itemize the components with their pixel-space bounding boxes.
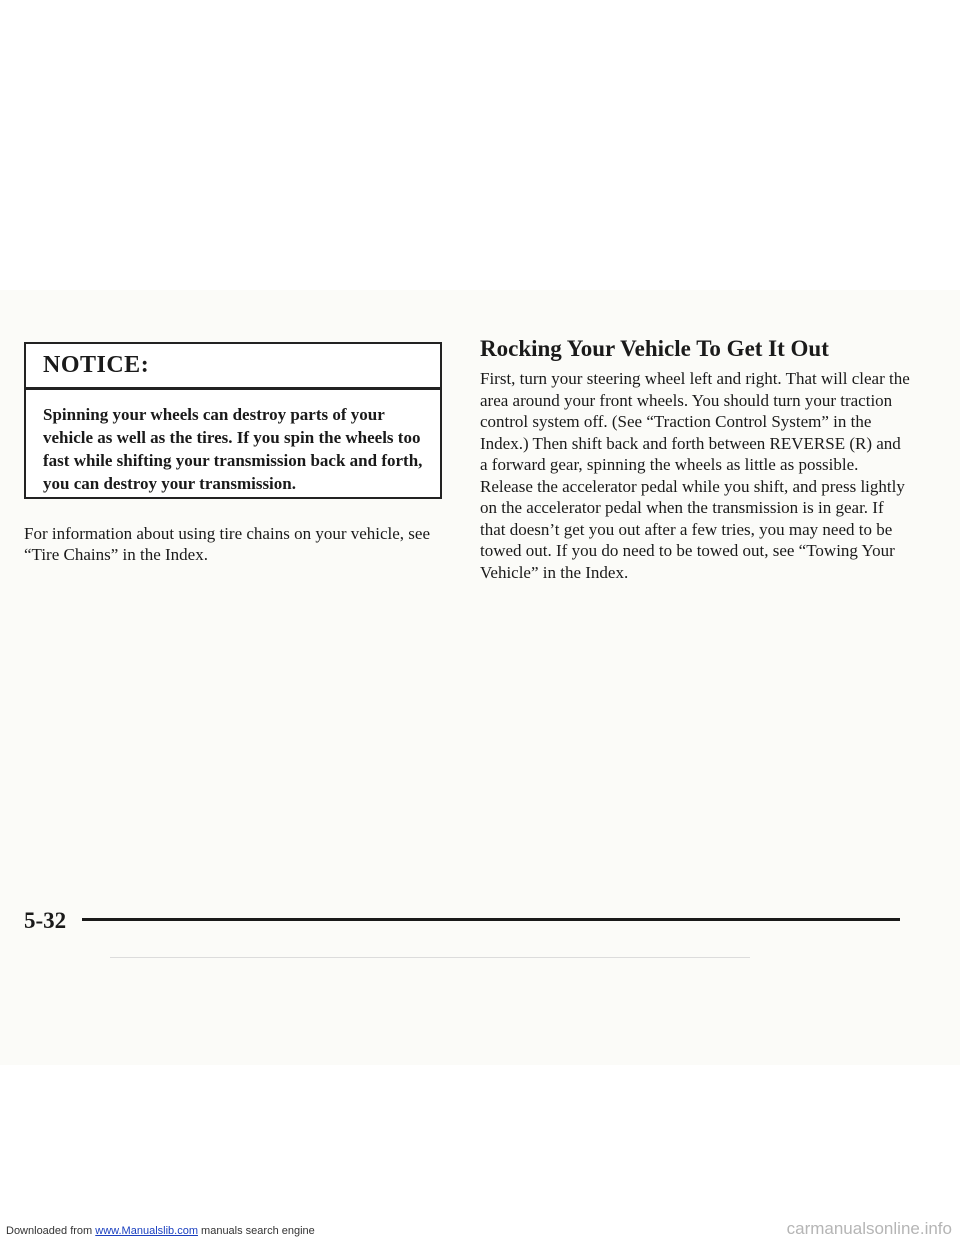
section-heading: Rocking Your Vehicle To Get It Out [480,336,829,361]
tire-chains-paragraph: For information about using tire chains on your vehicle, see “Tire Chains” in the Index. [24,524,431,564]
scan-artifact-line [110,957,750,958]
notice-box [24,342,442,499]
footer-prefix: Downloaded from [6,1225,96,1237]
download-footer [6,1225,315,1237]
notice-title: NOTICE: [26,344,440,390]
page-number: 5-32 [24,908,67,933]
footer-rule [82,918,900,921]
watermark: carmanualsonline.info [786,1219,952,1238]
notice-body: Spinning your wheels can destroy parts of your vehicle as well as the tires. If you spin the wheels too fast while shifting your transmission back and forth, you can destroy your transmission. [43,405,423,493]
manualslib-link[interactable]: www.Manualslib.com [95,1225,198,1237]
section-body: First, turn your steering wheel left and right. That will clear the area around your front wheels. You should turn your traction control system off. (See “Traction Control System” in the Index.) Then shift back and forth between REVERSE (R) and a forward gear, spinning the wheels as little as possible. Release the accelerator pedal while you shift, and press lightly on the accelerator pedal when the transmission is in gear. If that doesn’t get you out after a few tries, you may need to be towed out. If you do need to be towed out, see “Towing Your Vehicle” in the Index. [480,369,910,582]
footer-suffix: manuals search engine [197,1225,315,1237]
